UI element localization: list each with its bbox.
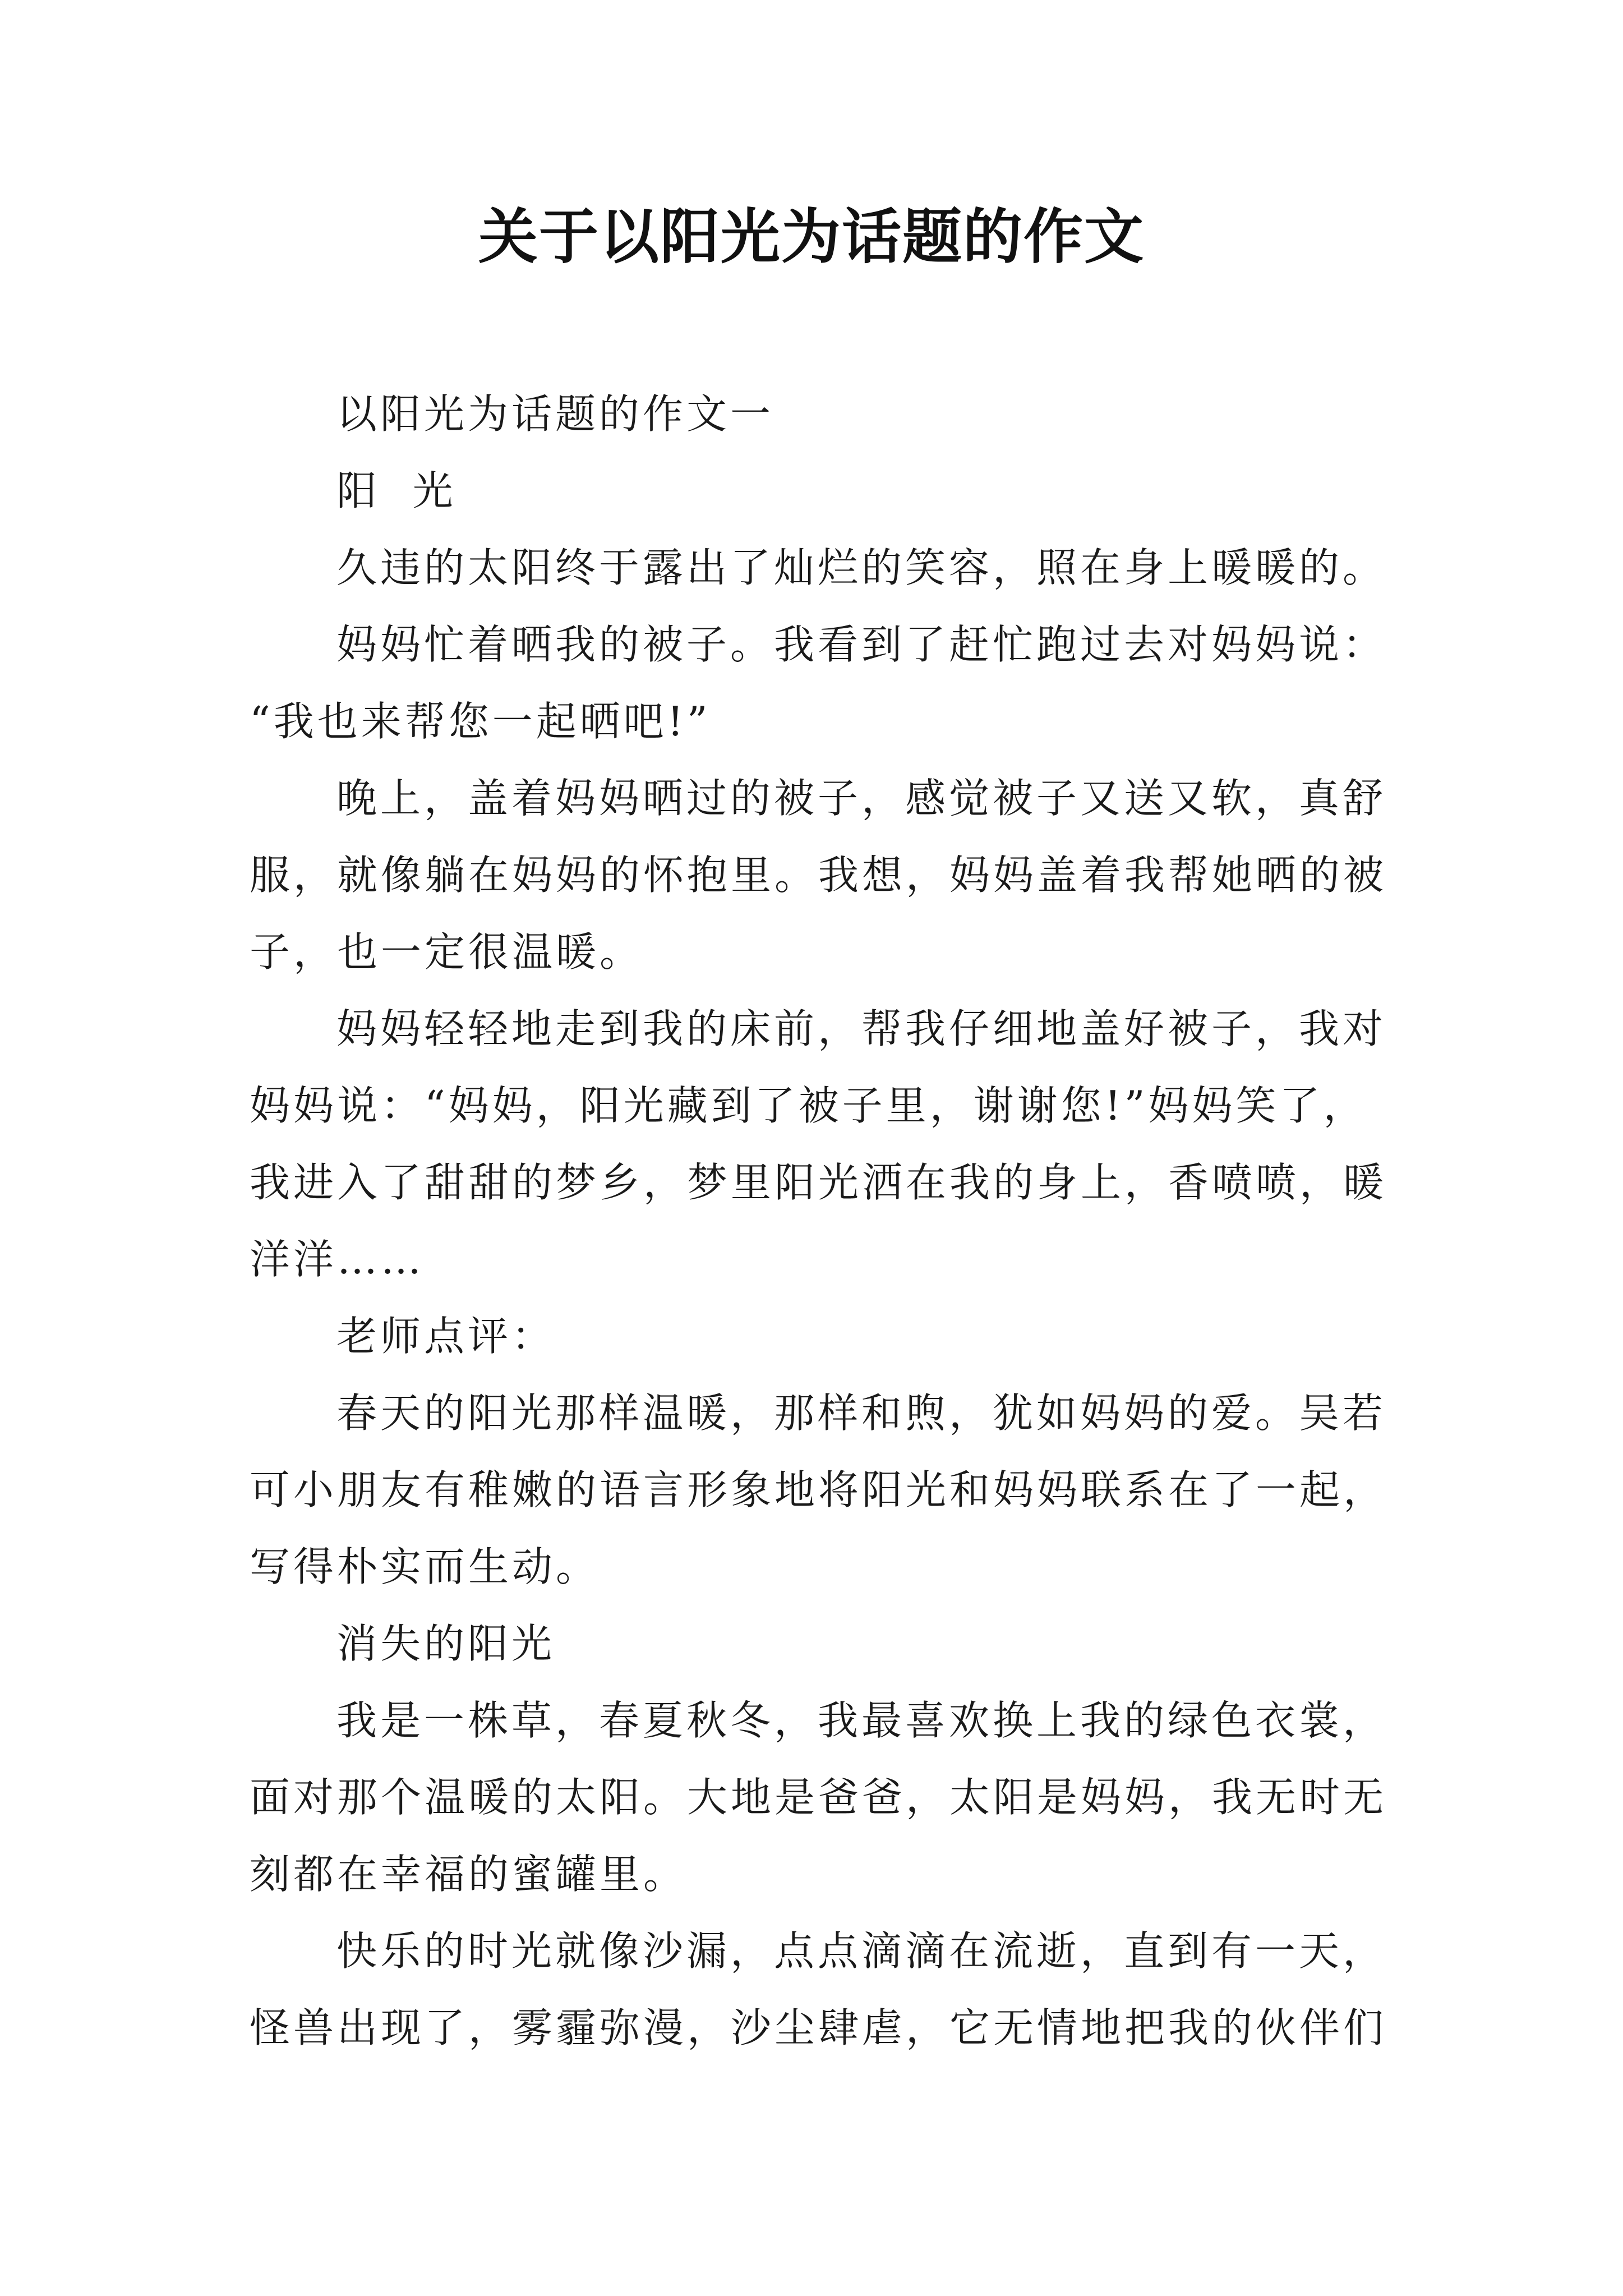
text-line: 以阳光为话题的作文一 [336, 390, 774, 438]
text-line: 老师点评： [336, 1313, 556, 1360]
text-line: 晚上，盖着妈妈晒过的被子，感觉被子又送又软，真舒 [336, 775, 1387, 822]
text-line: 消失的阳光 [336, 1620, 556, 1667]
text-line: 快乐的时光就像沙漏，点点滴滴在流逝，直到有一天， [336, 1927, 1387, 1975]
document-body [250, 376, 1405, 2067]
text-line: 阳 光 [336, 467, 457, 514]
text-line: “我也来帮您一起晒吧!” [250, 698, 711, 745]
text-line: 春天的阳光那样温暖，那样和煦，犹如妈妈的爱。吴若 [336, 1389, 1387, 1437]
text-line: 子，也一定很温暖。 [250, 928, 644, 976]
text-line: 妈妈说：“妈妈，阳光藏到了被子里，谢谢您!”妈妈笑了， [250, 1082, 1367, 1129]
text-line: 怪兽出现了，雾霾弥漫，沙尘肆虐，它无情地把我的伙伴们 [250, 2004, 1387, 2051]
text-line: 刻都在幸福的蜜罐里。 [250, 1851, 688, 1898]
text-line: 妈妈轻轻地走到我的床前，帮我仔细地盖好被子，我对 [336, 1005, 1387, 1052]
text-line: 我进入了甜甜的梦乡，梦里阳光洒在我的身上，香喷喷，暖 [250, 1159, 1387, 1206]
text-line: 可小朋友有稚嫩的语言形象地将阳光和妈妈联系在了一起， [250, 1466, 1387, 1513]
text-line: 洋洋…… [250, 1236, 425, 1283]
document-title: 关于以阳光为话题的作文 [478, 201, 1145, 272]
text-line: 妈妈忙着晒我的被子。我看到了赶忙跑过去对妈妈说： [336, 621, 1387, 668]
text-line: 久违的太阳终于露出了灿烂的笑容，照在身上暖暖的。 [336, 544, 1387, 591]
text-line: 面对那个温暖的太阳。大地是爸爸，太阳是妈妈，我无时无 [250, 1774, 1387, 1821]
text-line: 我是一株草，春夏秋冬，我最喜欢换上我的绿色衣裳， [336, 1697, 1387, 1744]
text-line: 服，就像躺在妈妈的怀抱里。我想，妈妈盖着我帮她晒的被 [250, 852, 1387, 899]
text-line: 写得朴实而生动。 [250, 1543, 600, 1590]
